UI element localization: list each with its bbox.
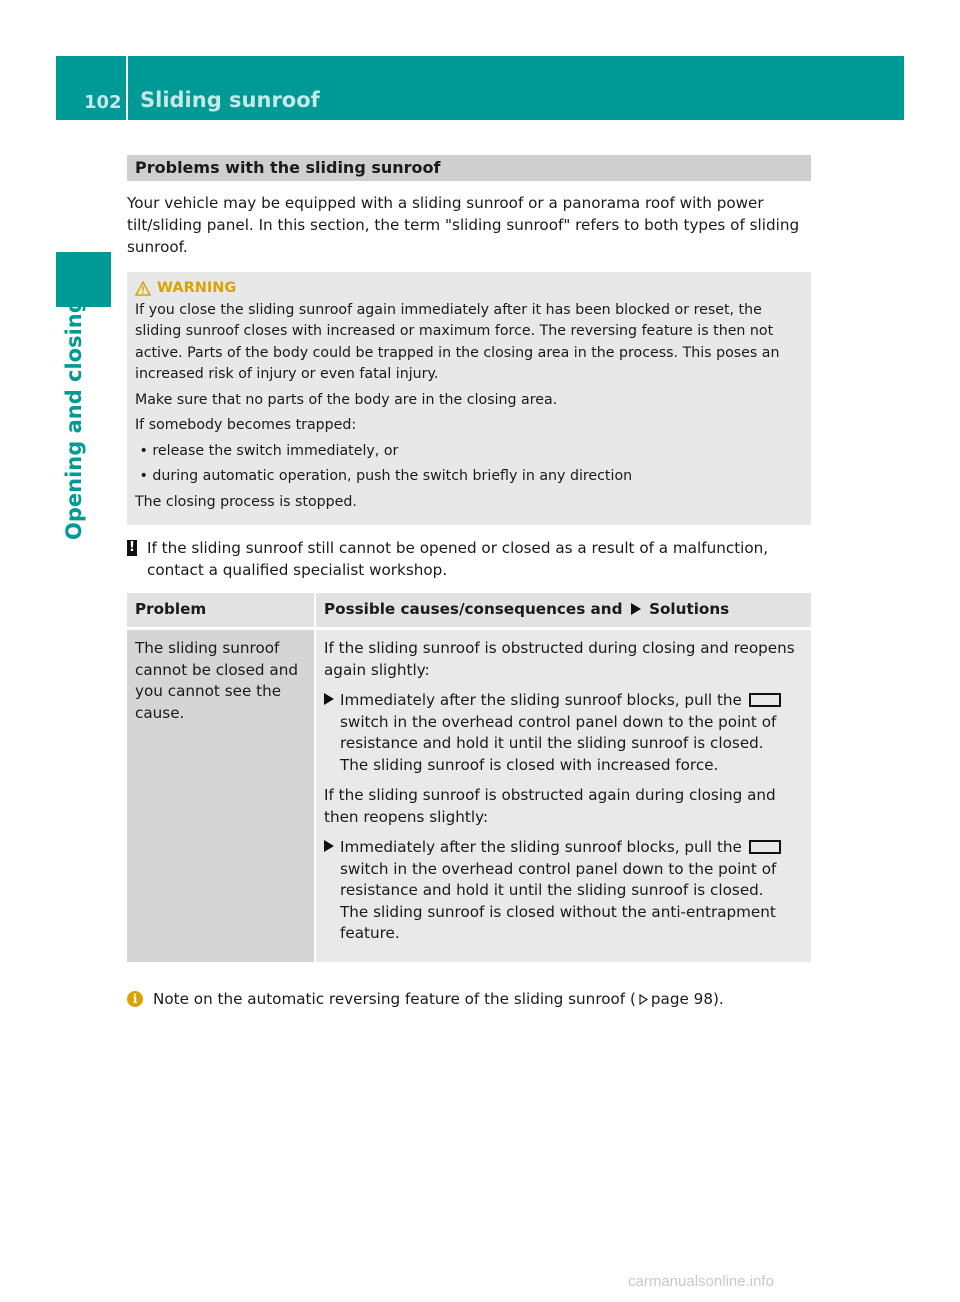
solution-cell xyxy=(316,630,811,962)
section-heading: Problems with the sliding sunroof xyxy=(127,155,811,181)
info-note: i Note on the automatic reversing feature of the sliding sunroof ( page 98). xyxy=(127,988,811,1010)
arrow-right-icon xyxy=(324,693,334,705)
warning-paragraph: If you close the sliding sunroof again immediately after it has been blocked or reset, the sliding sunroof closes with increased or maximum force. The reversing feature is then not active. Parts of the body could be trapped in the closing area in the process. This poses an increased risk of injury or even fatal injury. xyxy=(135,301,780,382)
switch-icon xyxy=(749,693,781,707)
warning-paragraph: The closing process is stopped. xyxy=(135,493,357,510)
cause-text: If the sliding sunroof is obstructed during closing and reopens again slightly: xyxy=(324,639,795,679)
page-reference-link[interactable]: page 98). xyxy=(650,989,724,1008)
warning-triangle-icon xyxy=(135,281,151,296)
chapter-label: Opening and closing xyxy=(62,298,86,540)
watermark: carmanualsonline.info xyxy=(628,1273,774,1290)
step-result: The sliding sunroof is closed with increased force. xyxy=(340,755,719,774)
table-header-row xyxy=(127,593,811,630)
step-result: The sliding sunroof is closed without the anti-entrapment feature. xyxy=(340,902,776,942)
warning-bullet: • during automatic operation, push the switch briefly in any direction xyxy=(135,468,633,484)
warning-bullet: • release the switch immediately, or xyxy=(135,442,399,459)
warning-paragraph: Make sure that no parts of the body are in the closing area. xyxy=(135,391,558,408)
column-header-problem: Problem xyxy=(127,593,316,630)
warning-box xyxy=(127,272,811,525)
info-icon: i xyxy=(127,991,143,1007)
arrow-right-icon xyxy=(630,603,642,615)
notice-text: If the sliding sunroof still cannot be opened or closed as a result of a malfunction, contact a qualified specialist workshop. xyxy=(147,539,769,579)
solution-step: Immediately after the sliding sunroof blocks, pull the switch in the overhead control panel down to the point of resistance and hold it until the sliding sunroof is closed. The sliding sunroof is closed with increased force. xyxy=(324,690,803,776)
page-title: Sliding sunroof xyxy=(140,88,320,112)
warning-label: WARNING xyxy=(157,280,237,296)
table-row xyxy=(127,630,811,962)
problem-solution-table xyxy=(127,593,811,962)
main-content xyxy=(127,155,811,1010)
arrow-right-icon xyxy=(324,840,334,852)
header-divider xyxy=(126,56,128,120)
switch-icon xyxy=(749,840,781,854)
warning-paragraph: If somebody becomes trapped: xyxy=(135,417,357,433)
intro-paragraph: Your vehicle may be equipped with a sliding sunroof or a panorama roof with power tilt/sliding panel. In this section, the term "sliding sunroof" refers to both types of sliding sunroof. xyxy=(127,194,800,256)
triangle-right-icon xyxy=(639,994,648,1005)
exclamation-icon: ! xyxy=(127,540,137,556)
problem-cell: The sliding sunroof cannot be closed and you cannot see the cause. xyxy=(127,630,316,962)
notice xyxy=(127,537,811,581)
column-header-solutions: Possible causes/consequences and Solutions xyxy=(316,593,811,630)
solution-step: Immediately after the sliding sunroof blocks, pull the switch in the overhead control panel down to the point of resistance and hold it until the sliding sunroof is closed. The sliding sunroof is closed without the anti-entrapment feature. xyxy=(324,837,803,945)
warning-header xyxy=(135,278,803,300)
page-number: 102 xyxy=(84,92,122,113)
cause-text: If the sliding sunroof is obstructed again during closing and then reopens slightly: xyxy=(324,786,776,826)
